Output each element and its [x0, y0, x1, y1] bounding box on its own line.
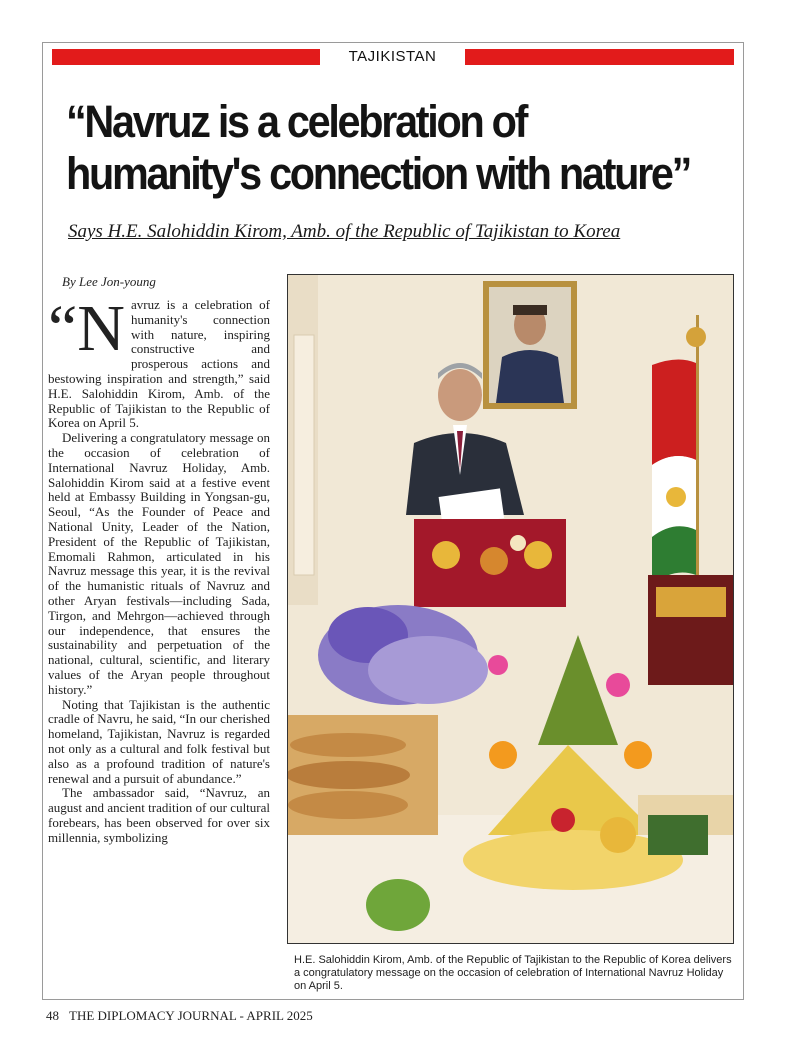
article-paragraph — [48, 298, 270, 431]
section-header — [52, 48, 734, 66]
photo-illustration — [288, 275, 734, 944]
podium — [414, 519, 566, 607]
paragraph-text: avruz is a celebration of humanity's connection with nature, inspiring constructive and prosperous actions and bestowing inspiration and strength,” said H.E. Salohiddin Kirom, Amb. of the Republic of Tajikistan to the Republic of Korea on April 5. — [48, 298, 270, 431]
page-number: 48 — [46, 1008, 59, 1023]
page-footer — [46, 1008, 323, 1024]
subhead: Says H.E. Salohiddin Kirom, Amb. of the Republic of Tajikistan to Korea — [68, 221, 621, 242]
publication-name: THE DIPLOMACY JOURNAL - APRIL 2025 — [69, 1008, 313, 1023]
drop-cap: “N — [48, 298, 125, 365]
photo-caption: H.E. Salohiddin Kirom, Amb. of the Republic of Tajikistan to the Republic of Korea delivers a congratulatory message on the occasion of celebration of International Navruz Holiday on April 5. — [294, 954, 732, 992]
feature-photo — [287, 274, 734, 944]
article-paragraph: Noting that Tajikistan is the authentic cradle of Navru, he said, “In our cherished homeland, Tajikistan, Navruz is regarded not only as a cultural and folk festival but also as a profound tradition of nature's renewal and a pursuit of abundance.” — [48, 696, 270, 786]
section-bar-right — [465, 49, 734, 65]
article-paragraph: The ambassador said, “Navruz, an august and ancient tradition of our cultural forebears, has been observed for over six millennia, symbolizing — [48, 785, 270, 845]
headline: “Navruz is a celebration of humanity's connection with nature” — [66, 96, 691, 199]
section-label: TAJIKISTAN — [348, 48, 437, 65]
article-body — [48, 298, 270, 998]
article-paragraph: Delivering a congratulatory message on the occasion of celebration of International Navruz Holiday, Amb. Salohiddin Kirom said at a festive event held at Embassy Building in Yongsan-gu, Seoul, “As the Founder of Peace and National Unity, Leader of the Nation, President of the Republic of Tajikistan, Emomali Rahmon, articulated in his Navruz message this year, it is the revival of the humanistic rituals of Navruz and other Aryan festivals—including Sada, Tirgon, and Mehrgon—achieved through our independence, that ensures the sustainability and perpetuation of the national, cultural, scientific, and literary values of the Aryan people throughout history.” — [48, 430, 270, 697]
portrait-frame — [483, 281, 577, 409]
section-bar-left — [52, 49, 320, 65]
byline: By Lee Jon-young — [62, 274, 156, 289]
